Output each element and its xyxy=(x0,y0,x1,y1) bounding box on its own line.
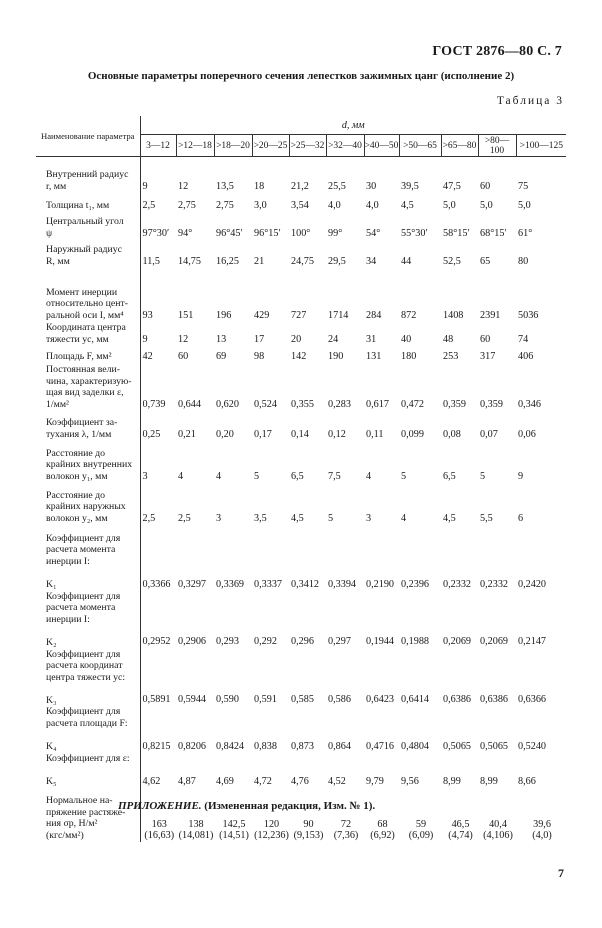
parameter-value: 0,5891 xyxy=(142,694,171,706)
parameter-value: 0,2906 xyxy=(178,636,207,648)
parameter-value: 60 xyxy=(480,180,491,192)
appendix-note xyxy=(118,800,375,812)
parameter-value: 52,5 xyxy=(443,255,461,267)
parameter-value: 0,838 xyxy=(254,740,277,752)
diameter-column-header: >40—50 xyxy=(364,135,399,157)
parameter-value: 7,5 xyxy=(328,470,341,482)
parameter-value: 180 xyxy=(401,350,417,362)
parameter-value: 72 (7,36) xyxy=(333,818,359,841)
name-column-header: Наименование параметра xyxy=(36,116,140,157)
parameter-name: Постоянная вели- чина, характеризую- щая вид заделки ε, 1/мм² xyxy=(36,363,140,411)
parameter-value: 0,20 xyxy=(216,428,234,440)
parameter-value: 17 xyxy=(254,333,265,345)
parameter-value: 39,5 xyxy=(401,180,419,192)
parameter-value: 0,2069 xyxy=(480,636,509,648)
parameters-table xyxy=(36,116,566,842)
parameter-value: 0,591 xyxy=(254,694,277,706)
parameter-value: 4 xyxy=(216,470,222,482)
page-number: 7 xyxy=(558,866,564,880)
parameter-value: 24 xyxy=(328,333,339,345)
parameter-value: 0,620 xyxy=(216,398,239,410)
parameter-value: 0,3369 xyxy=(216,578,245,590)
parameter-value: 74 xyxy=(518,333,529,345)
parameter-value: 0,2332 xyxy=(480,578,509,590)
parameter-value: 0,292 xyxy=(254,636,277,648)
parameter-value: 142 xyxy=(291,350,307,362)
parameter-value: 21,2 xyxy=(291,180,309,192)
parameter-value: 0,873 xyxy=(291,740,314,752)
parameter-value: 4,62 xyxy=(142,775,161,787)
parameter-value: 0,5240 xyxy=(518,740,547,752)
parameter-value: 2,75 xyxy=(216,199,234,211)
parameter-value: 3 xyxy=(366,512,372,524)
parameter-value: 5 xyxy=(401,470,407,482)
parameter-value: 4 xyxy=(178,470,184,482)
parameter-value: 0,6386 xyxy=(443,694,472,706)
parameter-value: 0,25 xyxy=(142,428,161,440)
parameter-value: 0,4804 xyxy=(401,740,430,752)
parameter-value: 253 xyxy=(443,350,459,362)
parameter-value: 0,1944 xyxy=(366,636,395,648)
parameter-value: 0,21 xyxy=(178,428,196,440)
parameter-value: 0,617 xyxy=(366,398,389,410)
parameter-value: 138 (14,081) xyxy=(178,818,214,841)
parameter-value: 317 xyxy=(480,350,496,362)
parameter-value: 54° xyxy=(366,227,381,239)
parameter-value: 0,359 xyxy=(480,398,503,410)
parameter-value: 40,4 (4,106) xyxy=(483,818,513,841)
parameter-value: 24,75 xyxy=(291,255,314,267)
parameter-value: 0,1988 xyxy=(401,636,430,648)
diameter-column-header: 3—12 xyxy=(140,135,176,157)
parameter-value: 100° xyxy=(291,227,311,239)
parameter-value: 0,2190 xyxy=(366,578,395,590)
parameter-name: Внутренний радиус r, мм xyxy=(36,157,140,193)
parameter-name: Коэффициент для расчета площади F: K₄ xyxy=(36,706,140,752)
parameter-value: 8,99 xyxy=(480,775,498,787)
parameter-value: 0,3337 xyxy=(254,578,283,590)
parameter-name: Коэффициент для расчета момента инерции I: K₁ xyxy=(36,525,140,591)
parameter-value: 94° xyxy=(178,227,193,239)
parameter-name: Наружный радиус R, мм xyxy=(36,240,140,268)
parameter-value: 0,6414 xyxy=(401,694,430,706)
table-row xyxy=(36,363,566,411)
parameter-value: 99° xyxy=(328,227,343,239)
parameter-value: 58°15′ xyxy=(443,227,470,239)
diameter-column-header: >18—20 xyxy=(214,135,252,157)
parameter-value: 14,75 xyxy=(178,255,201,267)
parameter-value: 25,5 xyxy=(328,180,346,192)
parameter-value: 9,79 xyxy=(366,775,384,787)
table-row xyxy=(36,591,566,649)
parameter-value: 5 xyxy=(480,470,486,482)
parameter-name: Центральный угол ψ xyxy=(36,212,140,240)
parameter-value: 75 xyxy=(518,180,529,192)
parameter-value: 61° xyxy=(518,227,533,239)
parameter-value: 93 xyxy=(142,309,153,321)
parameter-value: 8,66 xyxy=(518,775,536,787)
parameter-value: 163 (16,63) xyxy=(144,818,175,841)
parameter-value: 0,6386 xyxy=(480,694,509,706)
parameter-value: 0,524 xyxy=(254,398,277,410)
parameter-value: 0,099 xyxy=(401,428,424,440)
parameter-value: 0,2147 xyxy=(518,636,547,648)
parameter-name: Коэффициент для расчета момента инерции I: K₂ xyxy=(36,591,140,649)
parameter-value: 6 xyxy=(518,512,524,524)
parameter-value: 4,87 xyxy=(178,775,196,787)
table-label: Таблица 3 xyxy=(496,95,564,107)
parameter-value: 0,2952 xyxy=(142,636,171,648)
parameter-value: 4,5 xyxy=(401,199,414,211)
parameter-value: 4,52 xyxy=(328,775,346,787)
parameter-value: 90 (9,153) xyxy=(293,818,324,841)
parameter-value: 0,2420 xyxy=(518,578,547,590)
parameter-value: 0,08 xyxy=(443,428,461,440)
parameter-value: 0,3412 xyxy=(291,578,320,590)
parameter-value: 1714 xyxy=(328,309,349,321)
parameter-value: 5036 xyxy=(518,309,539,321)
parameter-value: 190 xyxy=(328,350,344,362)
parameter-value: 46,5 (4,74) xyxy=(448,818,473,841)
parameter-value: 131 xyxy=(366,350,382,362)
parameter-value: 0,355 xyxy=(291,398,314,410)
document-header: ГОСТ 2876—80 С. 7 xyxy=(432,44,562,59)
table-row xyxy=(36,788,566,842)
parameter-value: 68°15′ xyxy=(480,227,507,239)
table-row xyxy=(36,648,566,706)
parameter-name: Коэффициент для ε: K₅ xyxy=(36,753,140,788)
parameter-value: 0,644 xyxy=(178,398,201,410)
table-row xyxy=(36,753,566,788)
parameter-value: 2,5 xyxy=(142,512,156,524)
diameter-column-header: >80—100 xyxy=(478,135,516,157)
parameter-value: 60 xyxy=(178,350,189,362)
parameter-value: 20 xyxy=(291,333,302,345)
parameter-value: 59 (6,09) xyxy=(408,818,434,841)
parameter-value: 3 xyxy=(142,470,148,482)
parameter-value: 0,359 xyxy=(443,398,466,410)
appendix-text: (Измененная редакция, Изм. № 1). xyxy=(204,800,376,812)
parameter-value: 4,0 xyxy=(366,199,379,211)
parameter-value: 0,3366 xyxy=(142,578,171,590)
diameter-column-header: >32—40 xyxy=(326,135,364,157)
parameter-value: 31 xyxy=(366,333,377,345)
parameter-value: 142,5 (14,51) xyxy=(219,818,249,841)
diameter-group-header: d, мм xyxy=(140,116,566,135)
parameter-value: 0,11 xyxy=(366,428,384,440)
parameter-value: 21 xyxy=(254,255,265,267)
parameter-value: 0,06 xyxy=(518,428,536,440)
parameter-name: Нормальное на- пряжение растяже- ния σр, Н/м² (кгс/мм²) xyxy=(36,788,140,842)
parameter-value: 5 xyxy=(254,470,260,482)
parameter-value: 4 xyxy=(401,512,407,524)
diameter-column-header: >65—80 xyxy=(441,135,478,157)
parameter-value: 8,99 xyxy=(443,775,461,787)
parameter-value: 1408 xyxy=(443,309,464,321)
parameter-value: 5,5 xyxy=(480,512,493,524)
parameter-value: 5,0 xyxy=(443,199,456,211)
parameter-value: 0,5065 xyxy=(480,740,509,752)
parameter-value: 9 xyxy=(142,180,148,192)
parameter-value: 0,8215 xyxy=(142,740,171,752)
parameter-value: 727 xyxy=(291,309,307,321)
parameter-value: 429 xyxy=(254,309,270,321)
parameter-value: 55°30′ xyxy=(401,227,428,239)
parameter-value: 68 (6,92) xyxy=(370,818,395,841)
parameter-value: 5 xyxy=(328,512,334,524)
diameter-column-header: >25—32 xyxy=(289,135,326,157)
parameter-value: 2,5 xyxy=(178,512,191,524)
parameter-name: Момент инерции относительно цент- ральной оси I, мм⁴ xyxy=(36,268,140,322)
parameter-value: 2,75 xyxy=(178,199,196,211)
parameter-value: 96°15′ xyxy=(254,227,281,239)
parameter-value: 0,293 xyxy=(216,636,239,648)
parameter-value: 69 xyxy=(216,350,227,362)
parameter-value: 80 xyxy=(518,255,529,267)
parameter-value: 98 xyxy=(254,350,265,362)
parameter-value: 44 xyxy=(401,255,412,267)
parameter-value: 39,6 (4,0) xyxy=(532,818,552,841)
parameter-value: 18 xyxy=(254,180,265,192)
parameter-value: 0,283 xyxy=(328,398,351,410)
parameter-value: 0,8424 xyxy=(216,740,245,752)
parameter-value: 13,5 xyxy=(216,180,234,192)
parameter-value: 3,54 xyxy=(291,199,309,211)
table-row xyxy=(36,240,566,268)
parameter-value: 196 xyxy=(216,309,232,321)
diameter-column-header: >20—25 xyxy=(252,135,289,157)
parameter-value: 11,5 xyxy=(142,255,160,267)
parameter-name: Расстояние до крайних наружных волокон y₂, мм xyxy=(36,483,140,525)
parameter-value: 96°45′ xyxy=(216,227,243,239)
table-row xyxy=(36,268,566,322)
table-row xyxy=(36,706,566,752)
parameter-value: 3,0 xyxy=(254,199,267,211)
parameter-name: Площадь F, мм² xyxy=(36,346,140,363)
diameter-column-header: >50—65 xyxy=(399,135,441,157)
parameter-value: 6,5 xyxy=(291,470,304,482)
parameter-value: 0,6366 xyxy=(518,694,547,706)
parameter-value: 47,5 xyxy=(443,180,461,192)
parameter-value: 0,590 xyxy=(216,694,239,706)
parameter-value: 6,5 xyxy=(443,470,456,482)
parameter-value: 29,5 xyxy=(328,255,346,267)
parameter-value: 5,0 xyxy=(480,199,493,211)
parameter-value: 872 xyxy=(401,309,417,321)
parameter-value: 120 (12,236) xyxy=(254,818,289,841)
parameter-value: 97°30′ xyxy=(142,227,170,239)
parameter-value: 16,25 xyxy=(216,255,239,267)
parameter-value: 0,12 xyxy=(328,428,346,440)
table-row xyxy=(36,322,566,346)
parameter-value: 0,8206 xyxy=(178,740,207,752)
parameter-value: 30 xyxy=(366,180,377,192)
parameter-value: 0,6423 xyxy=(366,694,395,706)
table-row xyxy=(36,212,566,240)
parameter-value: 0,2332 xyxy=(443,578,472,590)
parameter-value: 0,2396 xyxy=(401,578,430,590)
parameter-value: 3 xyxy=(216,512,222,524)
parameter-value: 4,76 xyxy=(291,775,309,787)
parameter-value: 34 xyxy=(366,255,377,267)
parameter-value: 4,69 xyxy=(216,775,234,787)
parameter-value: 13 xyxy=(216,333,227,345)
parameter-value: 0,586 xyxy=(328,694,351,706)
parameter-value: 2391 xyxy=(480,309,501,321)
parameter-value: 0,14 xyxy=(291,428,309,440)
table-row xyxy=(36,411,566,441)
diameter-column-header: >12—18 xyxy=(176,135,214,157)
parameter-value: 42 xyxy=(142,350,153,362)
parameter-name: Координата центра тяжести yc, мм xyxy=(36,322,140,346)
diameter-column-header: >100—125 xyxy=(516,135,566,157)
parameter-value: 4,5 xyxy=(443,512,456,524)
parameter-value: 4 xyxy=(366,470,372,482)
parameter-value: 0,07 xyxy=(480,428,498,440)
parameter-value: 0,739 xyxy=(142,398,166,410)
table-row xyxy=(36,483,566,525)
parameter-value: 0,5065 xyxy=(443,740,472,752)
table-title: Основные параметры поперечного сечения лепестков зажимных цанг (исполнение 2) xyxy=(87,70,515,82)
parameter-value: 406 xyxy=(518,350,534,362)
parameter-value: 0,3297 xyxy=(178,578,207,590)
parameter-value: 65 xyxy=(480,255,491,267)
parameter-value: 3,5 xyxy=(254,512,267,524)
parameter-name: Коэффициент для расчета координат центра тяжести yc: K₃ xyxy=(36,648,140,706)
parameter-value: 0,297 xyxy=(328,636,351,648)
parameter-value: 48 xyxy=(443,333,454,345)
table-row xyxy=(36,346,566,363)
parameter-value: 0,585 xyxy=(291,694,314,706)
parameter-value: 12 xyxy=(178,333,189,345)
parameter-value: 4,72 xyxy=(254,775,272,787)
parameter-value: 284 xyxy=(366,309,382,321)
table-row xyxy=(36,193,566,212)
parameter-value: 151 xyxy=(178,309,194,321)
parameter-value: 0,2069 xyxy=(443,636,472,648)
table-row xyxy=(36,525,566,591)
parameter-value: 0,864 xyxy=(328,740,351,752)
table-row xyxy=(36,157,566,193)
parameter-value: 0,5944 xyxy=(178,694,207,706)
parameter-value: 12 xyxy=(178,180,189,192)
parameter-value: 0,472 xyxy=(401,398,424,410)
parameter-value: 0,346 xyxy=(518,398,541,410)
parameter-name: Толщина t₁, мм xyxy=(36,193,140,212)
parameter-value: 9 xyxy=(518,470,524,482)
parameter-name: Расстояние до крайних внутренних волокон y₁, мм xyxy=(36,441,140,483)
table-row xyxy=(36,441,566,483)
parameter-value: 9 xyxy=(142,333,148,345)
parameter-value: 0,3394 xyxy=(328,578,357,590)
parameter-value: 4,0 xyxy=(328,199,341,211)
parameter-value: 0,296 xyxy=(291,636,314,648)
parameter-value: 0,17 xyxy=(254,428,272,440)
parameter-value: 5,0 xyxy=(518,199,531,211)
parameter-name: Коэффициент за- тухания λ, 1/мм xyxy=(36,411,140,441)
parameter-value: 40 xyxy=(401,333,412,345)
parameter-value: 4,5 xyxy=(291,512,304,524)
parameter-value: 0,4716 xyxy=(366,740,395,752)
parameter-value: 2,5 xyxy=(142,199,156,211)
parameter-value: 60 xyxy=(480,333,491,345)
parameter-value: 9,56 xyxy=(401,775,419,787)
appendix-label: ПРИЛОЖЕНИЕ. xyxy=(118,800,202,812)
